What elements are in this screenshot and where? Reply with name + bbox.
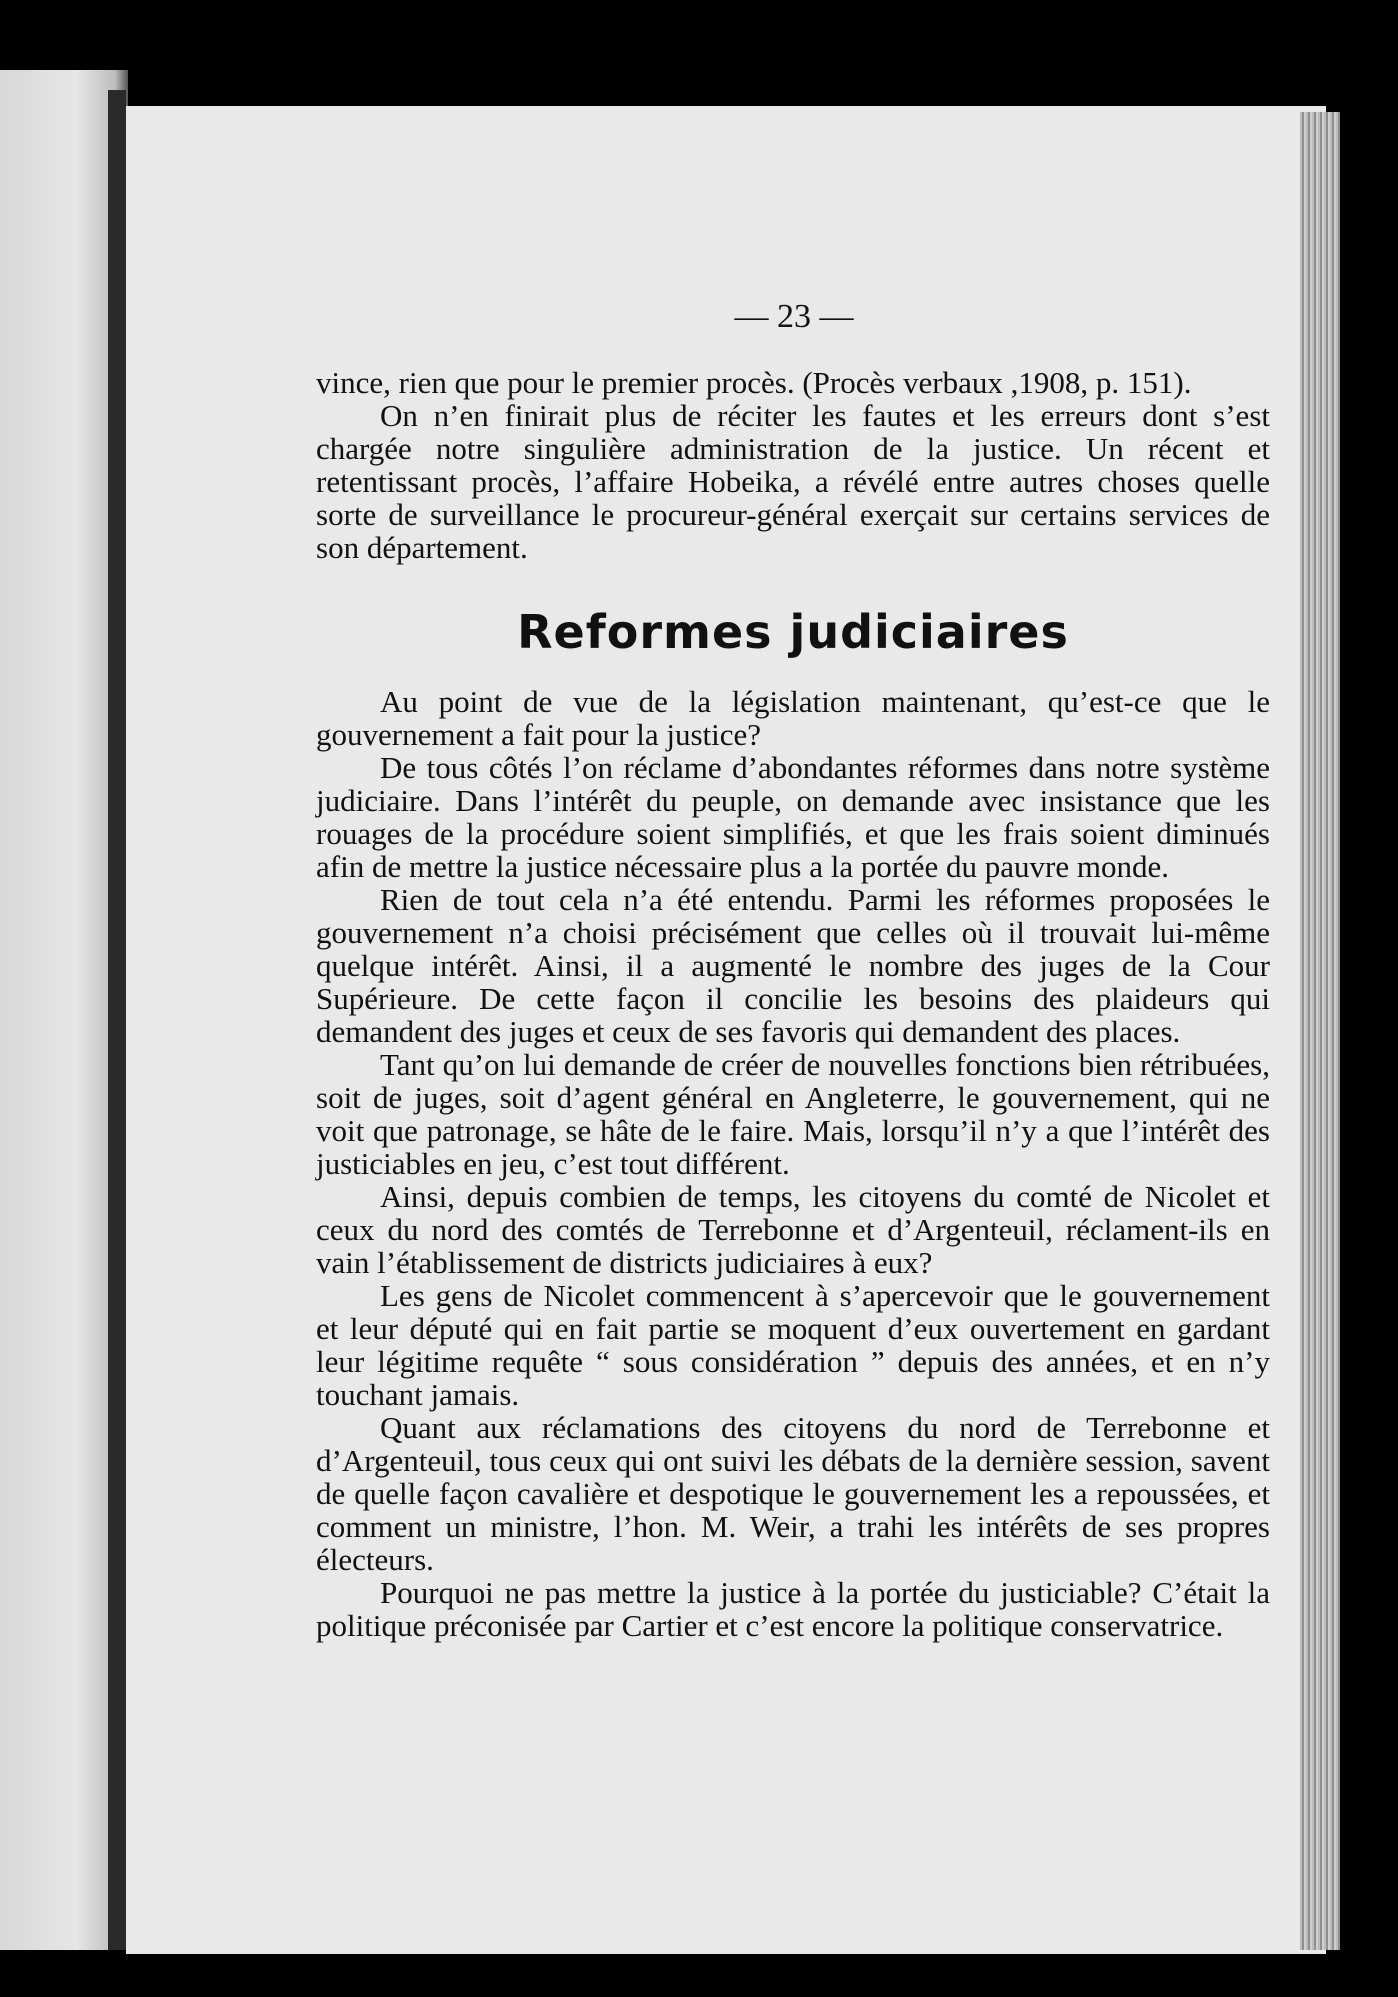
paragraph: On n’en finirait plus de réciter les fautes et les erreurs dont s’est chargée notre singulière administration de la justice. Un récent et retentissant procès, l’affaire Hobeika, a révélé entre autres choses quelle sorte de surveillance le procureur-général exerçait sur certains services de son département. [316, 398, 1270, 565]
paragraph: Pourquoi ne pas mettre la justice à la portée du justiciable? C’était la politique préconisée par Cartier et c’est encore la politique conservatrice. [316, 1575, 1270, 1643]
paragraph: Les gens de Nicolet commencent à s’apercevoir que le gouvernement et leur député qui en fait partie se moquent d’eux ouvertement en gardant leur légitime requête “ sous considération ” depuis des années, et en n’y touchant jamais. [316, 1278, 1270, 1412]
page-stack-edge [1300, 112, 1340, 1950]
paragraph: Ainsi, depuis combien de temps, les citoyens du comté de Nicolet et ceux du nord des comtés de Terrebonne et d’Argenteuil, réclament-ils en vain l’établissement de districts judiciaires à eux? [316, 1179, 1270, 1280]
book-gutter [108, 90, 126, 1950]
paragraph: Quant aux réclamations des citoyens du nord de Terrebonne et d’Argenteuil, tous ceux qui ont suivi les débats de la dernière session, savent de quelle façon cavalière et despotique le gouvernement les a repoussées, et comment un ministre, l’hon. M. Weir, a trahi les intérêts de ses propres électeurs. [316, 1410, 1270, 1577]
paragraph: Au point de vue de la législation maintenant, qu’est-ce que le gouvernement a fait pour la justice? [316, 684, 1270, 752]
paragraph: De tous côtés l’on réclame d’abondantes réformes dans notre système judiciaire. Dans l’intérêt du peuple, on demande avec insistance que les rouages de la procédure soient simplifiés, et que les frais soient diminués afin de mettre la justice nécessaire plus a la portée du pauvre monde. [316, 750, 1270, 884]
paragraph: Rien de tout cela n’a été entendu. Parmi les réformes proposées le gouvernement n’a choisi précisément que celles où il trouvait lui-même quelque intérêt. Ainsi, il a augmenté le nombre des juges de la Cour Supérieure. De cette façon il concilie les besoins des plaideurs qui demandent des juges et ceux de ses favoris qui demandent des places. [316, 882, 1270, 1049]
paragraph-continuation: vince, rien que pour le premier procès. (Procès verbaux ,1908, p. 151). [316, 365, 1192, 400]
section-heading: Reformes judiciaires [517, 605, 1069, 659]
paragraph: Tant qu’on lui demande de créer de nouvelles fonctions bien rétribuées, soit de juges, soit d’agent général en Angleterre, le gouvernement, qui ne voit que patronage, se hâte de le faire. Mais, lorsqu’il n’y a que l’intérêt des justiciables en jeu, c’est tout différent. [316, 1047, 1270, 1181]
page-body [316, 366, 1270, 1642]
page-number: — 23 — [734, 298, 854, 335]
